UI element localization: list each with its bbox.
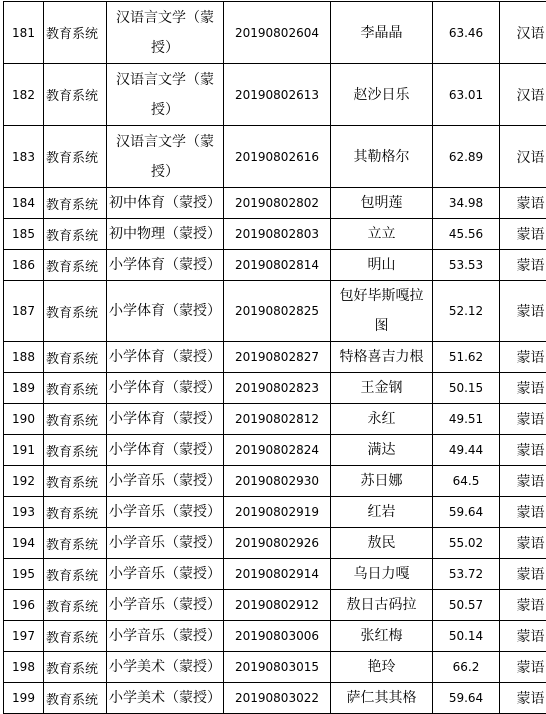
system-cell: 教育系统 (44, 250, 107, 281)
system-cell: 教育系统 (44, 652, 107, 683)
exam-id-cell: 20190802823 (224, 373, 331, 404)
score-cell: 59.64 (433, 497, 500, 528)
row-number: 187 (4, 281, 44, 342)
exam-id-cell: 20190802914 (224, 559, 331, 590)
row-number: 196 (4, 590, 44, 621)
name-cell: 红岩 (331, 497, 433, 528)
system-cell: 教育系统 (44, 342, 107, 373)
language-cell: 蒙语 (500, 188, 546, 219)
subject-cell: 小学美术（蒙授） (107, 683, 224, 714)
language-cell: 蒙语 (500, 373, 546, 404)
row-number: 184 (4, 188, 44, 219)
table-body (4, 2, 546, 714)
subject-cell: 小学体育（蒙授） (107, 435, 224, 466)
subject-cell: 小学音乐（蒙授） (107, 528, 224, 559)
exam-id-cell: 20190802824 (224, 435, 331, 466)
system-cell: 教育系统 (44, 404, 107, 435)
system-cell: 教育系统 (44, 466, 107, 497)
language-cell: 蒙语 (500, 219, 546, 250)
table-row (4, 404, 546, 435)
row-number: 186 (4, 250, 44, 281)
exam-id-cell: 20190802912 (224, 590, 331, 621)
system-cell: 教育系统 (44, 2, 107, 64)
score-cell: 53.72 (433, 559, 500, 590)
score-cell: 55.02 (433, 528, 500, 559)
language-cell: 蒙语 (500, 342, 546, 373)
name-cell: 乌日力嘎 (331, 559, 433, 590)
score-cell: 63.46 (433, 2, 500, 64)
row-number: 185 (4, 219, 44, 250)
name-cell: 包明莲 (331, 188, 433, 219)
subject-cell: 小学音乐（蒙授） (107, 466, 224, 497)
subject-cell: 小学体育（蒙授） (107, 281, 224, 342)
system-cell: 教育系统 (44, 281, 107, 342)
language-cell: 汉语 (500, 2, 546, 64)
table-row (4, 621, 546, 652)
row-number: 191 (4, 435, 44, 466)
score-cell: 63.01 (433, 64, 500, 126)
table-row (4, 373, 546, 404)
exam-id-cell: 20190803015 (224, 652, 331, 683)
table-row (4, 250, 546, 281)
system-cell: 教育系统 (44, 219, 107, 250)
exam-id-cell: 20190802827 (224, 342, 331, 373)
table-row (4, 342, 546, 373)
table-row (4, 281, 546, 342)
table-row (4, 188, 546, 219)
name-cell: 王金钢 (331, 373, 433, 404)
score-cell: 64.5 (433, 466, 500, 497)
subject-cell: 汉语言文学（蒙授） (107, 64, 224, 126)
score-cell: 50.14 (433, 621, 500, 652)
row-number: 197 (4, 621, 44, 652)
subject-cell: 小学体育（蒙授） (107, 404, 224, 435)
language-cell: 蒙语 (500, 497, 546, 528)
language-cell: 蒙语 (500, 559, 546, 590)
system-cell: 教育系统 (44, 683, 107, 714)
results-table (3, 1, 546, 714)
row-number: 188 (4, 342, 44, 373)
name-cell: 永红 (331, 404, 433, 435)
name-cell: 敖日古码拉 (331, 590, 433, 621)
language-cell: 蒙语 (500, 652, 546, 683)
name-cell: 李晶晶 (331, 2, 433, 64)
table-row (4, 466, 546, 497)
exam-id-cell: 20190802926 (224, 528, 331, 559)
table-row (4, 64, 546, 126)
subject-cell: 小学体育（蒙授） (107, 250, 224, 281)
exam-id-cell: 20190802930 (224, 466, 331, 497)
score-cell: 45.56 (433, 219, 500, 250)
score-cell: 50.15 (433, 373, 500, 404)
system-cell: 教育系统 (44, 373, 107, 404)
language-cell: 蒙语 (500, 621, 546, 652)
system-cell: 教育系统 (44, 188, 107, 219)
table-row (4, 528, 546, 559)
system-cell: 教育系统 (44, 621, 107, 652)
score-cell: 53.53 (433, 250, 500, 281)
name-cell: 敖民 (331, 528, 433, 559)
score-cell: 51.62 (433, 342, 500, 373)
row-number: 198 (4, 652, 44, 683)
row-number: 199 (4, 683, 44, 714)
language-cell: 蒙语 (500, 250, 546, 281)
name-cell: 赵沙日乐 (331, 64, 433, 126)
exam-id-cell: 20190802604 (224, 2, 331, 64)
table-row (4, 590, 546, 621)
subject-cell: 小学美术（蒙授） (107, 652, 224, 683)
score-cell: 49.51 (433, 404, 500, 435)
language-cell: 蒙语 (500, 404, 546, 435)
system-cell: 教育系统 (44, 435, 107, 466)
language-cell: 蒙语 (500, 683, 546, 714)
system-cell: 教育系统 (44, 528, 107, 559)
row-number: 189 (4, 373, 44, 404)
system-cell: 教育系统 (44, 64, 107, 126)
name-cell: 艳玲 (331, 652, 433, 683)
language-cell: 蒙语 (500, 528, 546, 559)
row-number: 195 (4, 559, 44, 590)
exam-id-cell: 20190802803 (224, 219, 331, 250)
subject-cell: 汉语言文学（蒙授） (107, 126, 224, 188)
score-cell: 62.89 (433, 126, 500, 188)
system-cell: 教育系统 (44, 559, 107, 590)
language-cell: 汉语 (500, 64, 546, 126)
row-number: 192 (4, 466, 44, 497)
name-cell: 其勒格尔 (331, 126, 433, 188)
score-cell: 50.57 (433, 590, 500, 621)
name-cell: 萨仁其其格 (331, 683, 433, 714)
language-cell: 汉语 (500, 126, 546, 188)
name-cell: 满达 (331, 435, 433, 466)
name-cell: 包好毕斯嘎拉图 (331, 281, 433, 342)
language-cell: 蒙语 (500, 281, 546, 342)
score-cell: 49.44 (433, 435, 500, 466)
exam-id-cell: 20190802919 (224, 497, 331, 528)
subject-cell: 汉语言文学（蒙授） (107, 2, 224, 64)
name-cell: 立立 (331, 219, 433, 250)
row-number: 183 (4, 126, 44, 188)
language-cell: 蒙语 (500, 466, 546, 497)
exam-id-cell: 20190803006 (224, 621, 331, 652)
table-row (4, 2, 546, 64)
row-number: 182 (4, 64, 44, 126)
system-cell: 教育系统 (44, 126, 107, 188)
row-number: 193 (4, 497, 44, 528)
score-cell: 59.64 (433, 683, 500, 714)
subject-cell: 初中物理（蒙授） (107, 219, 224, 250)
exam-id-cell: 20190802825 (224, 281, 331, 342)
score-cell: 52.12 (433, 281, 500, 342)
name-cell: 明山 (331, 250, 433, 281)
name-cell: 特格喜吉力根 (331, 342, 433, 373)
table-row (4, 652, 546, 683)
subject-cell: 小学体育（蒙授） (107, 373, 224, 404)
exam-id-cell: 20190802814 (224, 250, 331, 281)
language-cell: 蒙语 (500, 435, 546, 466)
row-number: 190 (4, 404, 44, 435)
subject-cell: 小学音乐（蒙授） (107, 590, 224, 621)
system-cell: 教育系统 (44, 497, 107, 528)
table-row (4, 497, 546, 528)
exam-id-cell: 20190802802 (224, 188, 331, 219)
exam-id-cell: 20190802613 (224, 64, 331, 126)
exam-id-cell: 20190803022 (224, 683, 331, 714)
table-row (4, 126, 546, 188)
subject-cell: 初中体育（蒙授） (107, 188, 224, 219)
score-cell: 66.2 (433, 652, 500, 683)
language-cell: 蒙语 (500, 590, 546, 621)
row-number: 181 (4, 2, 44, 64)
exam-id-cell: 20190802812 (224, 404, 331, 435)
table-row (4, 559, 546, 590)
row-number: 194 (4, 528, 44, 559)
system-cell: 教育系统 (44, 590, 107, 621)
subject-cell: 小学音乐（蒙授） (107, 621, 224, 652)
subject-cell: 小学音乐（蒙授） (107, 559, 224, 590)
table-row (4, 435, 546, 466)
subject-cell: 小学音乐（蒙授） (107, 497, 224, 528)
score-cell: 34.98 (433, 188, 500, 219)
subject-cell: 小学体育（蒙授） (107, 342, 224, 373)
exam-id-cell: 20190802616 (224, 126, 331, 188)
table-row (4, 219, 546, 250)
name-cell: 张红梅 (331, 621, 433, 652)
name-cell: 苏日娜 (331, 466, 433, 497)
table-row (4, 683, 546, 714)
